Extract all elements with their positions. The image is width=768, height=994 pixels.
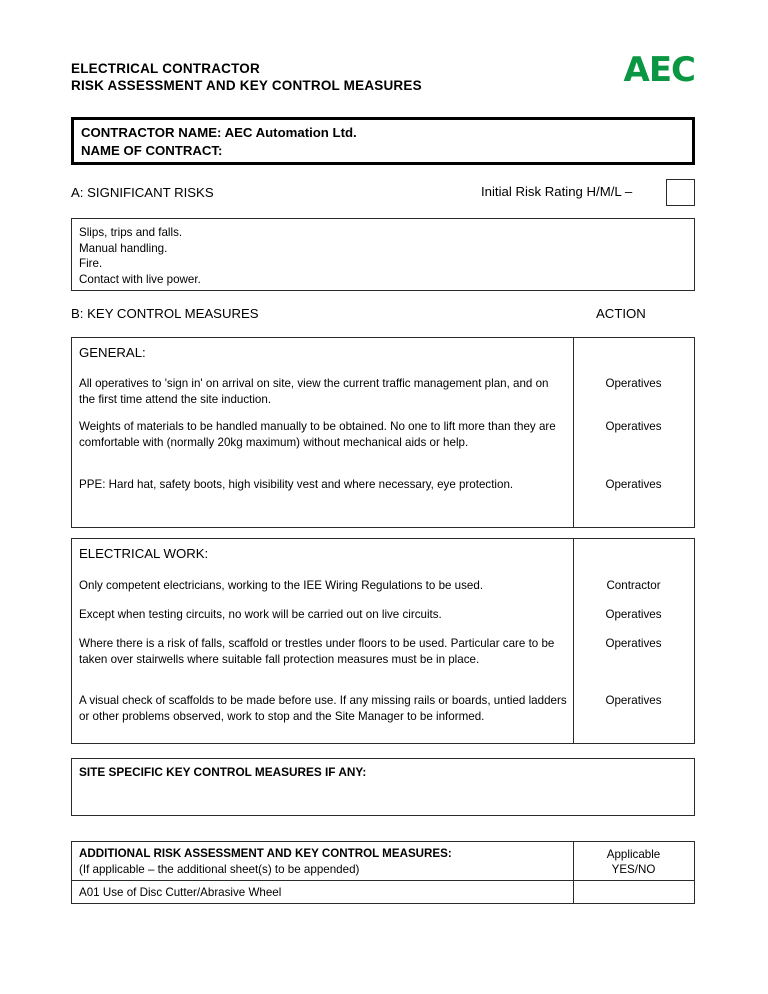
contract-name-line: NAME OF CONTRACT: (81, 143, 223, 158)
action-text: Operatives (605, 637, 662, 650)
measure-text: PPE: Hard hat, safety boots, high visibility vest and where necessary, eye protection. (79, 478, 514, 491)
additional-item-label: A01 Use of Disc Cutter/Abrasive Wheel (79, 886, 282, 899)
contractor-name-line: CONTRACTOR NAME: AEC Automation Ltd. (81, 125, 357, 140)
additional-subheading: (If applicable – the additional sheet(s) to be appended) (79, 863, 360, 876)
electrical-work-group-title: ELECTRICAL WORK: (79, 546, 209, 561)
measure-text: Except when testing circuits, no work will be carried out on live circuits. (79, 608, 442, 621)
action-column-header: ACTION (596, 306, 646, 321)
risk-item: Slips, trips and falls. (79, 226, 183, 239)
action-text: Operatives (605, 420, 662, 433)
measure-text: Only competent electricians, working to the IEE Wiring Regulations to be used. (79, 579, 484, 592)
contractor-name-box (71, 117, 695, 165)
measure-text: Weights of materials to be handled manually to be obtained. No one to lift more than they are comfortable with (normally 20kg maximum) without mechanical aids or help. (79, 420, 556, 449)
measure-text: A visual check of scaffolds to be made before use. If any missing rails or boards, untied ladders or other problems observed, work to stop and the Site Manager to be informed. (79, 694, 567, 723)
action-text: Operatives (605, 608, 662, 621)
action-text: Operatives (605, 478, 662, 491)
section-b-heading: B: KEY CONTROL MEASURES (71, 306, 259, 321)
risk-item: Contact with live power. (79, 272, 201, 286)
row-divider (72, 880, 694, 881)
page-title-line2: RISK ASSESSMENT AND KEY CONTROL MEASURES (71, 78, 422, 93)
measure-text: Where there is a risk of falls, scaffold or trestles under floors to be used. Particular care to be taken over stairwells where suitable fall protection measures must be in place. (79, 637, 555, 666)
electrical-work-measures-table (71, 538, 695, 744)
additional-measures-table (71, 841, 695, 904)
site-specific-heading: SITE SPECIFIC KEY CONTROL MEASURES IF ANY: (79, 765, 367, 779)
initial-risk-rating-input[interactable] (666, 179, 695, 206)
risk-item: Fire. (79, 257, 103, 270)
risk-item: Manual handling. (79, 241, 168, 255)
general-group-title: GENERAL: (79, 345, 146, 360)
site-specific-measures-box[interactable] (71, 758, 695, 816)
action-text: Operatives (605, 694, 662, 707)
section-a-heading: A: SIGNIFICANT RISKS (71, 185, 214, 200)
applicable-label-line1: Applicable (606, 848, 661, 861)
general-measures-table (71, 337, 695, 528)
action-text: Contractor (606, 579, 661, 592)
initial-risk-rating-label: Initial Risk Rating H/M/L – (481, 184, 633, 199)
action-text: Operatives (605, 377, 662, 390)
page-title-line1: ELECTRICAL CONTRACTOR (71, 61, 260, 76)
additional-heading: ADDITIONAL RISK ASSESSMENT AND KEY CONTROL MEASURES: (79, 847, 452, 860)
significant-risks-box (71, 218, 695, 291)
aec-logo-text: AEC (623, 50, 695, 90)
applicable-label-line2: YES/NO (611, 863, 656, 876)
document-header (71, 50, 695, 94)
measure-text: All operatives to 'sign in' on arrival on site, view the current traffic management plan, and on the first time attend the site induction. (79, 377, 549, 406)
aec-logo (624, 52, 696, 88)
